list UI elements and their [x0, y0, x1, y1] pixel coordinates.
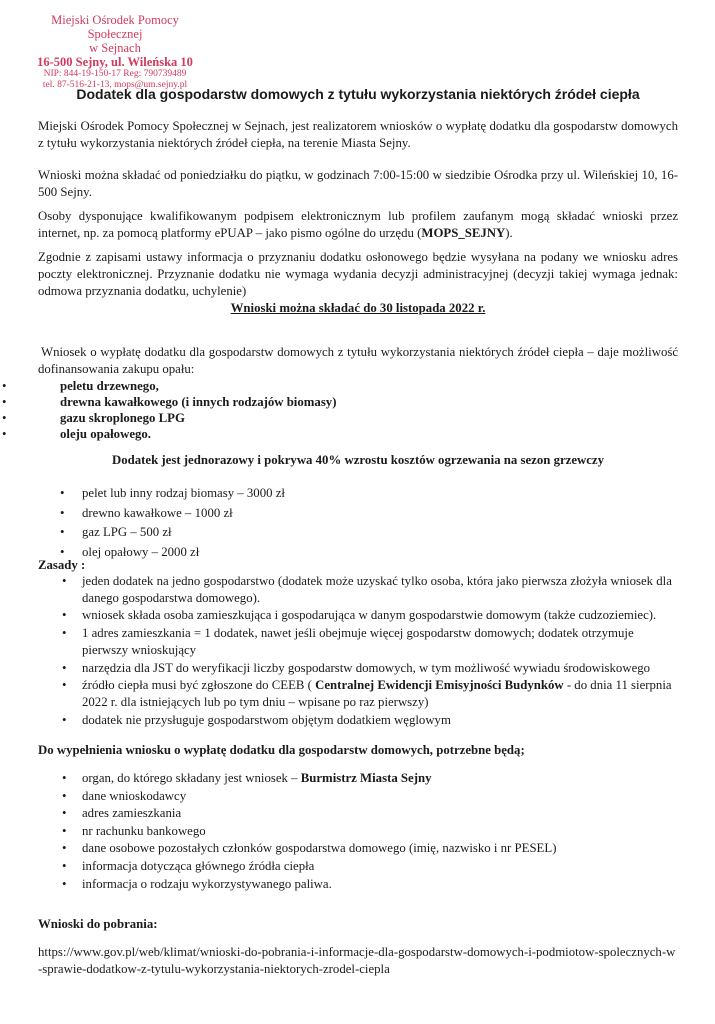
rules-list [64, 573, 678, 729]
list-item: • drewno kawałkowe – 1000 zł [64, 504, 664, 524]
institution-stamp [30, 13, 200, 90]
list-item: • drewna kawałkowego (i innych rodzajów biomasy) [38, 394, 678, 410]
list-item: • jeden dodatek na jedno gospodarstwo (dodatek może uzyskać tylko osoba, która jako pierwsza złożyła wniosek dla danego gospodarstwa domowego). [64, 573, 678, 606]
list-item: • pelet lub inny rodzaj biomasy – 3000 zł [64, 484, 664, 504]
list-item: • 1 adres zamieszkania = 1 dodatek, nawet jeśli obejmuje więcej gospodarstw domowych; dodatek otrzymuje pierwszy wnioskujący [64, 625, 678, 658]
fuel-list [38, 378, 678, 442]
list-item: • informacja dotycząca głównego źródła ciepła [64, 858, 678, 876]
rule-text-end: - do dnia 11 sierpnia 2022 r. dla istniejących lub po tym dniu – wpisane po raz pierwszy) [82, 678, 672, 709]
list-item: • narzędzia dla JST do weryfikacji liczby gospodarstw domowych, w tym możliwość wywiadu środowiskowego [64, 660, 678, 677]
downloads-heading: Wnioski do pobrania: [38, 917, 158, 931]
requirement-text: organ, do którego składany jest wniosek – [82, 771, 301, 785]
stamp-line-name: Miejski Ośrodek Pomocy Społecznej [51, 13, 179, 41]
ceeb-name: Centralnej Ewidencji Emisyjności Budynków [315, 678, 564, 693]
authority-name: Burmistrz Miasta Sejny [300, 771, 432, 785]
list-item: • nr rachunku bankowego [64, 823, 678, 841]
page-title: Dodatek dla gospodarstw domowych z tytułu wykorzystania niektórych źródeł ciepła [76, 86, 640, 102]
notification-paragraph: Zgodnie z zapisami ustawy informacja o przyznaniu dodatku osłonowego będzie wysyłana na podany we wniosku adres poczty elektronicznej. Przyznanie dodatku nie wymaga wydania decyzji administracyjnej (decyzji takiej wymaga jednak: odmowa przyznania dodatku, uchylenie) [38, 250, 678, 298]
list-item [64, 677, 678, 710]
requirements-heading: Do wypełnienia wniosku o wypłatę dodatku dla gospodarstw domowych, potrzebne będą; [38, 743, 525, 757]
stamp-line-nip: NIP: 844-19-150-17 Reg: 790739489 [43, 69, 187, 79]
list-item: • olej opałowy – 2000 zł [64, 543, 664, 563]
stamp-line-address: 16-500 Sejny, ul. Wileńska 10 [37, 55, 193, 69]
list-item: • dane osobowe pozostałych członków gospodarstwa domowego (imię, nazwisko i nr PESEL) [64, 840, 678, 858]
amount-list [64, 484, 664, 562]
stamp-line-city: w Sejnach [89, 41, 141, 55]
list-item: • gazu skroplonego LPG [38, 410, 678, 426]
list-item: • peletu drzewnego, [38, 378, 678, 394]
fuel-intro-paragraph: Wniosek o wypłatę dodatku dla gospodarstw domowych z tytułu wykorzystania niektórych źródeł ciepła – daje możliwość dofinansowania zakupu opału: [38, 345, 678, 376]
rule-text: źródło ciepła musi być zgłoszone do CEEB ( [82, 678, 316, 693]
list-item: • wniosek składa osoba zamieszkująca i gospodarująca w danym gospodarstwie domowym (także cudzoziemiec). [64, 607, 678, 624]
deadline-notice: Wnioski można składać do 30 listopada 2022 r. [230, 301, 486, 315]
list-item: • gaz LPG – 500 zł [64, 523, 664, 543]
epuap-text: Osoby dysponujące kwalifikowanym podpisem elektronicznym lub profilem zaufanym mogą składać wnioski przez internet, np. za pomocą platformy ePUAP – jako pismo ogólne do urzędu ( [38, 209, 678, 240]
hours-paragraph: Wnioski można składać od poniedziałku do piątku, w godzinach 7:00-15:00 w siedzibie Ośrodka przy ul. Wileńskiej 10, 16-500 Sejny. [38, 168, 678, 199]
list-item: • dodatek nie przysługuje gospodarstwom objętym dodatkiem węglowym [64, 712, 678, 729]
epuap-address: MOPS_SEJNY [421, 226, 506, 240]
epuap-paragraph [38, 208, 678, 242]
rules-heading: Zasady : [38, 558, 86, 572]
stamp-line-contact: tel. 87-516-21-13, mops@um.sejny.pl [42, 79, 188, 90]
list-item: • oleju opałowego. [38, 426, 678, 442]
list-item: • dane wnioskodawcy [64, 788, 678, 806]
subsidy-subheading: Dodatek jest jednorazowy i pokrywa 40% wzrostu kosztów ogrzewania na sezon grzewczy [111, 453, 605, 467]
epuap-text-end: ). [505, 226, 513, 240]
list-item: • informacja o rodzaju wykorzystywanego paliwa. [64, 876, 678, 894]
download-link[interactable]: https://www.gov.pl/web/klimat/wnioski-do-pobrania-i-informacje-dla-gospodarstw-domowych-i-podmiotow-spolecznych-w-sprawie-dodatkow-z-tytulu-wykorzystania-niektorych-zrodel-ciepla [38, 945, 676, 976]
intro-paragraph: Miejski Ośrodek Pomocy Społecznej w Sejnach, jest realizatorem wniosków o wypłatę dodatku dla gospodarstw domowych z tytułu wykorzystania niektórych źródeł ciepła, na terenie Miasta Sejny. [38, 119, 678, 150]
requirements-list [64, 770, 678, 893]
list-item: • adres zamieszkania [64, 805, 678, 823]
list-item [64, 770, 678, 788]
